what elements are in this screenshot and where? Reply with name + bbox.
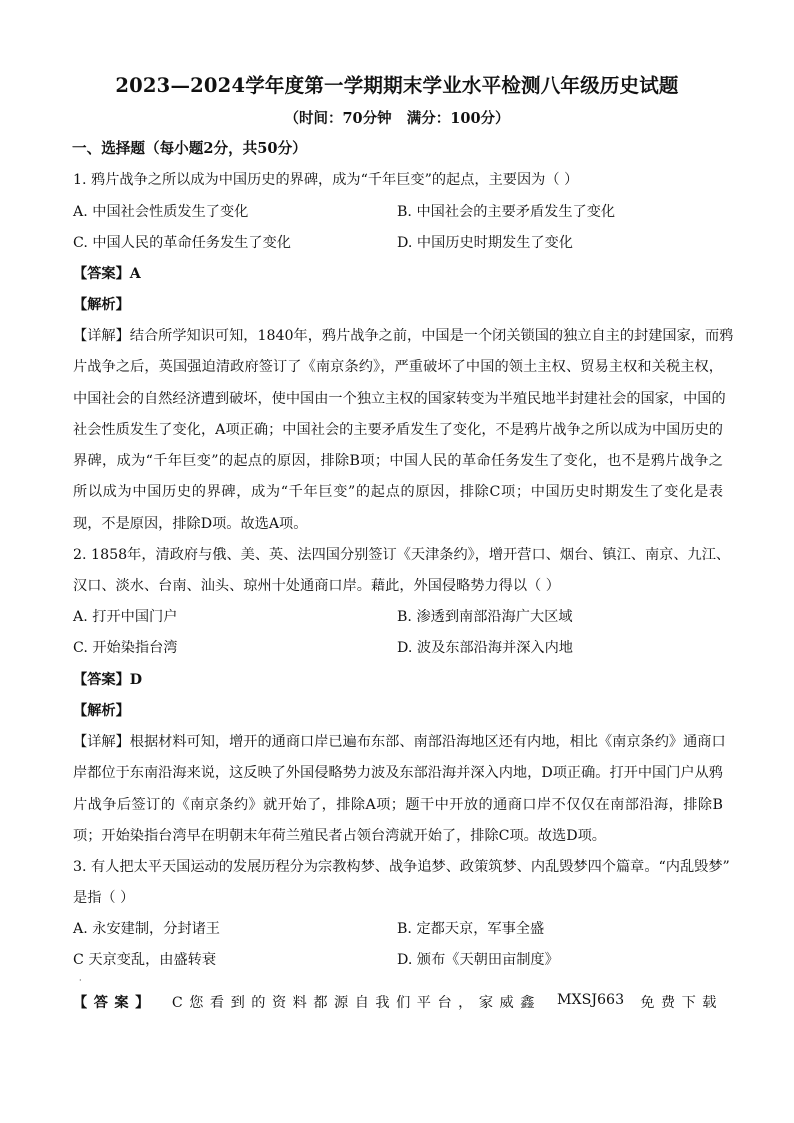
q3-option-b: B. 定都天京，军事全盛: [397, 921, 545, 937]
q1-detail-line: 所以成为中国历史的界碑，成为“千年巨变”的起点的原因，排除C项；中国历史时期发生了变化是表: [73, 484, 723, 500]
q2-answer: 【答案】D: [73, 672, 143, 688]
q2-option-c: C. 开始染指台湾: [73, 640, 178, 656]
q1-detail-line: 界碑，成为“千年巨变”的起点的原因，排除B项；中国人民的革命任务发生了变化，也不是鸦片战争之: [73, 453, 723, 469]
q2-option-b: B. 渗透到南部沿海广大区域: [397, 609, 573, 625]
q2-detail-line: 岸都位于东南沿海来说，这反映了外国侵略势力波及东部沿海并深入内地，D项正确。打开中国门户从鸦: [73, 765, 723, 781]
section-heading: 一、选择题（每小题2分，共50分）: [72, 140, 307, 157]
footer-text: C您看到的资料都源自我们平台，家威鑫: [171, 995, 541, 1011]
q1-detail-line: 中国社会的自然经济遭到破坏，使中国由一个独立主权的国家转变为半殖民地半封建社会的国家，中国的: [73, 391, 726, 407]
q1-detail-line: 社会性质发生了变化，A项正确；中国社会的主要矛盾发生了变化，不是鸦片战争之所以成为中国历史的: [73, 422, 723, 438]
q1-detail-line: 片战争之后，英国强迫清政府签订了《南京条约》，严重破坏了中国的领土主权、贸易主权和关税主权，: [73, 359, 723, 375]
q1-detail-line: 现，不是原因，排除D项。故选A项。: [73, 516, 308, 532]
q2-detail-line: 片战争后签订的《南京条约》就开始了，排除A项；题干中开放的通商口岸不仅仅在南部沿海，排除B: [73, 797, 723, 813]
footer-line: [73, 992, 723, 1012]
q2-detail-line: 【详解】根据材料可知，增开的通商口岸已遍布东部、南部沿海地区还有内地，相比《南京条约》通商口: [73, 734, 726, 750]
q1-detail-line: 【详解】结合所学知识可知，1840年，鸦片战争之前，中国是一个闭关锁国的独立自主的封建国家，而鸦: [73, 328, 734, 344]
question-2-stem: 汉口、淡水、台南、汕头、琼州十处通商口岸。藉此，外国侵略势力得以（ ）: [73, 578, 560, 594]
q3-option-a: A. 永安建制，分封诸王: [73, 921, 220, 937]
page-subtitle: （时间：70分钟 满分：100分）: [284, 110, 510, 127]
q1-option-d: D. 中国历史时期发生了变化: [397, 235, 573, 251]
question-2-stem: 2. 1858年，清政府与俄、美、英、法四国分别签订《天津条约》，增开营口、烟台、镇江、南京、九江、: [73, 547, 731, 563]
q1-analysis-label: 【解析】: [73, 297, 130, 313]
page-title: 2023—2024学年度第一学期期末学业水平检测八年级历史试题: [115, 74, 679, 97]
q1-answer: 【答案】A: [73, 266, 141, 282]
q3-option-c: C 天京变乱，由盛转衰: [73, 952, 217, 968]
q1-option-c: C. 中国人民的革命任务发生了变化: [73, 235, 291, 251]
question-1-stem: 1. 鸦片战争之所以成为中国历史的界碑，成为“千年巨变”的起点，主要因为（ ）: [73, 172, 579, 188]
footer-free-download: 免费下载: [640, 995, 723, 1011]
footer-code: MXSJ663: [557, 992, 625, 1008]
q1-option-a: A. 中国社会性质发生了变化: [73, 204, 249, 220]
question-3-stem: 是指（ ）: [73, 890, 135, 906]
q2-detail-line: 项；开始染指台湾早在明朝末年荷兰殖民者占领台湾就开始了，排除C项。故选D项。: [73, 828, 606, 844]
q1-option-b: B. 中国社会的主要矛盾发生了变化: [397, 204, 616, 220]
q3-option-d: D. 颁布《天朝田亩制度》: [397, 952, 559, 968]
footer-answer-label: 【答案】: [73, 995, 156, 1011]
question-3-stem: 3. 有人把太平天国运动的发展历程分为宗教构梦、战争追梦、政策筑梦、内乱毁梦四个篇章。“内乱毁梦”: [73, 859, 730, 875]
stray-dot: ·: [79, 976, 82, 985]
q2-analysis-label: 【解析】: [73, 703, 130, 719]
q2-option-a: A. 打开中国门户: [73, 609, 178, 625]
q2-option-d: D. 波及东部沿海并深入内地: [397, 640, 573, 656]
